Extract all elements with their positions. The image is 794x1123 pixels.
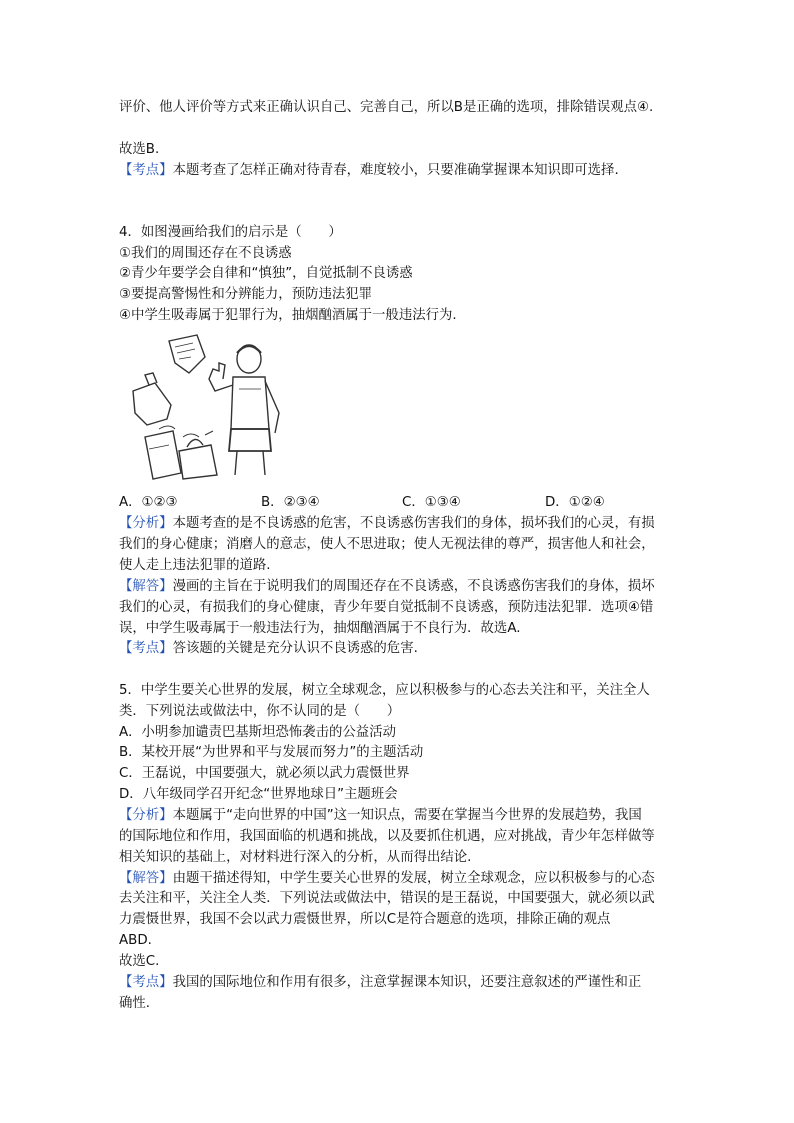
- q5-jieda-line: 力震慑世界，我国不会以武力震慑世界，所以C是符合题意的选项，排除正确的观点: [119, 912, 611, 927]
- q5-option-c: C．王磊说，中国要强大，就必须以武力震慑世界: [119, 766, 410, 781]
- q5-fenxi: [119, 805, 642, 826]
- fenxi-text: 本题属于“走向世界的中国”这一知识点，需要在掌握当今世界的发展趋势，我国: [172, 808, 642, 823]
- q5-stem: 5．中学生要关心世界的发展，树立全球观念，应以积极参与的心态去关注和平，关注全人: [119, 683, 650, 698]
- q4-fenxi: [119, 513, 655, 534]
- kaodian-text: 我国的国际地位和作用有很多，注意掌握课本知识，还要注意叙述的严谨性和正: [172, 975, 642, 990]
- q4-fenxi-line: 我们的身心健康；消磨人的意志，使人不思进取；使人无视法律的尊严，损害他人和社会，: [119, 537, 655, 552]
- q4-fenxi-line: 使人走上违法犯罪的道路.: [119, 558, 271, 573]
- kaodian-tag: 【考点】: [119, 975, 173, 990]
- q5-option-b: B．某校开展“为世界和平与发展而努力”的主题活动: [119, 745, 424, 760]
- q3-analysis-line: 评价、他人评价等方式来正确认识自己、完善自己，所以B是正确的选项，排除错误观点④.: [119, 100, 654, 115]
- q5-fenxi-line: 的国际地位和作用，我国面临的机遇和挑战，以及要抓住机遇，应对挑战，青少年怎样做等: [119, 829, 655, 844]
- kaodian-tag: 【考点】: [119, 641, 173, 656]
- fenxi-text: 本题考查的是不良诱惑的危害，不良诱惑伤害我们的身体，损坏我们的心灵，有损: [172, 516, 655, 531]
- jieda-tag: 【解答】: [119, 871, 173, 886]
- q4-jieda-line: 误，中学生吸毒属于一般违法行为，抽烟酗酒属于不良行为．故选A.: [119, 621, 521, 636]
- q5-option-d: D．八年级同学召开纪念“世界地球日”主题班会: [119, 787, 398, 802]
- q4-kaodian: [119, 638, 418, 659]
- q4-option-b: B．②③④: [261, 495, 320, 510]
- q5-fenxi-line: 相关知识的基础上，对材料进行深入的分析，从而得出结论.: [119, 850, 472, 865]
- q5-kaodian: [119, 972, 641, 993]
- cartoon-illustration: [119, 333, 299, 481]
- q3-kaodian: [119, 160, 619, 181]
- q4-jieda: [119, 576, 655, 597]
- q5-jieda-line: ABD.: [119, 933, 152, 948]
- q4-item: ②青少年要学会自律和“慎独”，自觉抵制不良诱惑: [119, 266, 413, 281]
- q4-item: ①我们的周围还存在不良诱惑: [119, 246, 292, 261]
- kaodian-text: 答该题的关键是充分认识不良诱惑的危害.: [172, 641, 418, 656]
- q4-option-a: A．①②③: [119, 495, 178, 510]
- q4-stem: 4．如图漫画给我们的启示是（ ）: [119, 225, 342, 240]
- q4-option-c: C．①③④: [402, 495, 461, 510]
- q4-item: ④中学生吸毒属于犯罪行为，抽烟酗酒属于一般违法行为.: [119, 308, 457, 323]
- q5-jieda: [119, 868, 655, 889]
- fenxi-tag: 【分析】: [119, 516, 173, 531]
- jieda-tag: 【解答】: [119, 579, 173, 594]
- q3-answer: 故选B.: [119, 142, 160, 157]
- fenxi-tag: 【分析】: [119, 808, 173, 823]
- q4-option-d: D．①②④: [545, 495, 605, 510]
- q5-kaodian-line: 确性.: [119, 996, 151, 1011]
- q4-jieda-line: 我们的心灵，有损我们的身心健康，青少年要自觉抵制不良诱惑，预防违法犯罪．选项④错: [119, 600, 654, 615]
- kaodian-text: 本题考查了怎样正确对待青春，难度较小，只要准确掌握课本知识即可选择.: [172, 163, 619, 178]
- q5-answer: 故选C.: [119, 954, 160, 969]
- kaodian-tag: 【考点】: [119, 163, 173, 178]
- q5-stem-line: 类．下列说法或做法中，你不认同的是（ ）: [119, 704, 401, 719]
- jieda-text: 漫画的主旨在于说明我们的周围还存在不良诱惑，不良诱惑伤害我们的身体，损坏: [172, 579, 655, 594]
- jieda-text: 由题干描述得知，中学生要关心世界的发展，树立全球观念，应以积极参与的心态: [172, 871, 655, 886]
- q5-option-a: A．小明参加谴责巴基斯坦恐怖袭击的公益活动: [119, 725, 396, 740]
- q5-jieda-line: 去关注和平，关注全人类．下列说法或做法中，错误的是王磊说，中国要强大，就必须以武: [119, 891, 655, 906]
- q4-item: ③要提高警惕性和分辨能力，预防违法犯罪: [119, 287, 373, 302]
